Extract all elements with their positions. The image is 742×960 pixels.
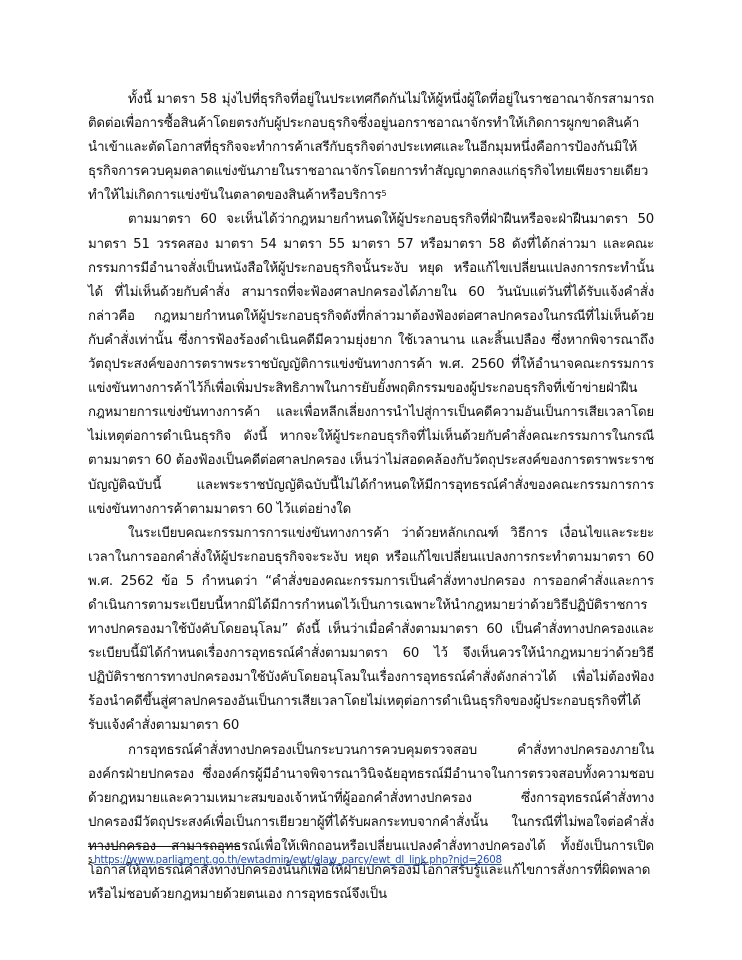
paragraph-1 [88,88,654,208]
footnote-divider [88,846,240,847]
paragraph-2: ตามมาตรา 60 จะเห็นได้ว่ากฎหมายกำหนดให้ผู้ประกอบธุรกิจที่ฝ่าฝืนหรือจะฝ่าฝืนมาตรา 50 มาตรา 51 วรรคสอง มาตรา 54 มาตรา 55 มาตรา 57 หรือมาตรา 58 ดังที่ได้กล่าวมา และคณะกรรมการมีอำนาจสั่งเป็นหนังสือให้ผู้ประกอบธุรกิจนั้นระงับ หยุด หรือแก้ไขเปลี่ยนแปลงการกระทำนั้นได้ ที่ไม่เห็นด้วยกับคำสั่ง สามารถที่จะฟ้องศาลปกครองได้ภายใน 60 วันนับแต่วันที่ได้รับแจ้งคำสั่ง กล่าวคือ กฎหมายกำหนดให้ผู้ประกอบธุรกิจดังที่กล่าวมาต้องฟ้องต่อศาลปกครองในกรณีที่ไม่เห็นด้วยกับคำสั่งเท่านั้น ซึ่งการฟ้องร้องดำเนินคดีมีความยุ่งยาก ใช้เวลานาน และสิ้นเปลือง ซึ่งหากพิจารณาถึงวัตถุประสงค์ของการตราพระราชบัญญัติการแข่งขันทางการค้า พ.ศ. 2560 ที่ให้อำนาจคณะกรรมการแข่งขันทางการค้าไว้ก็เพื่อเพิ่มประสิทธิภาพในการยับยั้งพฤติกรรมของผู้ประกอบธุรกิจที่เข้าข่ายฝ่าฝืนกฎหมายการแข่งขันทางการค้า และเพื่อหลีกเลี่ยงการนำไปสู่การเป็นคดีความอันเป็นการเสียเวลาโดยไม่เหตุต่อการดำเนินธุรกิจ ดังนี้ หากจะให้ผู้ประกอบธุรกิจที่ไม่เห็นด้วยกับคำสั่งคณะกรรมการในกรณีตามมาตรา 60 ต้องฟ้องเป็นคดีต่อศาลปกครอง เห็นว่าไม่สอดคล้องกับวัตถุประสงค์ของการตราพระราชบัญญัติฉบับนี้ และพระราชบัญญัติฉบับนี้ไม่ได้กำหนดให้มีการอุทธรณ์คำสั่งของคณะกรรมการการแข่งขันทางการค้าตามมาตรา 60 ไว้แต่อย่างใด [88,212,654,517]
body-text [88,88,654,907]
paragraph-1-text: ทั้งนี้ มาตรา 58 มุ่งไปที่ธุรกิจที่อยู่ในประเทศกีดกันไม่ให้ผู้หนึ่งผู้ใดที่อยู่ในราชอาณาจักรสามารถติดต่อเพื่อการซื้อสินค้าโดยตรงกับผู้ประกอบธุรกิจซึ่งอยู่นอกราชอาณาจักรทำให้เกิดการผูกขาดสินค้านำเข้าและตัดโอกาสที่ธุรกิจจะทำการค้าเสรีกับธุรกิจต่างประเทศและในอีกมุมหนึ่งคือการป้องกันมิให้ธุรกิจการควบคุมตลาดแข่งขันภายในราชอาณาจักรโดยการทำสัญญาตกลงแก่ธุรกิจไทยเพียงรายเดียว ทำให้ไม่เกิดการแข่งขันในตลาดของสินค้าหรือบริการ [88,92,654,204]
footnote-reference[interactable]: 5 [381,189,387,199]
footnote-link[interactable]: https://www.parliament.go.th/ewtadmin/ewt/elaw_parcy/ewt_dl_link.php?nid=2608 [94,855,502,866]
footnote-number: 5 [88,856,93,864]
paragraph-4: การอุทธรณ์คำสั่งทางปกครองเป็นกระบวนการควบคุมตรวจสอบ คำสั่งทางปกครองภายในองค์กรฝ่ายปกครอง ซึ่งองค์กรผู้มีอำนาจพิจารณาวินิจฉัยอุทธรณ์มีอำนาจในการตรวจสอบทั้งความชอบด้วยกฎหมายและความเหมาะสมของเจ้าหน้าที่ผู้ออกคำสั่งทางปกครอง ซึ่งการอุทธรณ์คำสั่งทางปกครองมีวัตถุประสงค์เพื่อเป็นการเยียวยาผู้ที่ได้รับผลกระทบจากคำสั่งนั้น ในกรณีที่ไม่พอใจต่อคำสั่งทางปกครอง สามารถอุทธรณ์เพื่อให้เพิกถอนหรือเปลี่ยนแปลงคำสั่งทางปกครองได้ ทั้งยังเป็นการเปิดโอกาสให้อุทธรณ์คำสั่งทางปกครองนั้นก็เพื่อให้ฝ่ายปกครองมีโอกาสรับรู้และแก้ไขการสั่งการที่ผิดพลาดหรือไม่ชอบด้วยกฎหมายด้วยตนเอง การอุทธรณ์จึงเป็น [88,742,654,903]
footnote [88,854,654,868]
paragraph-3: ในระเบียบคณะกรรมการการแข่งขันทางการค้า ว่าด้วยหลักเกณฑ์ วิธีการ เงื่อนไขและระยะเวลาในการออกคำสั่งให้ผู้ประกอบธุรกิจจะระงับ หยุด หรือแก้ไขเปลี่ยนแปลงการกระทำตามมาตรา 60 พ.ศ. 2562 ข้อ 5 กำหนดว่า “คำสั่งของคณะกรรมการเป็นคำสั่งทางปกครอง การออกคำสั่งและการดำเนินการตามระเบียบนี้หากมิได้มีการกำหนดไว้เป็นการเฉพาะให้นำกฎหมายว่าด้วยวิธีปฏิบัติราชการทางปกครองมาใช้บังคับโดยอนุโลม” ดังนี้ เห็นว่าเมื่อคำสั่งตามมาตรา 60 เป็นคำสั่งทางปกครองและระเบียบนี้มิได้กำหนดเรื่องการอุทธรณ์คำสั่งตามมาตรา 60 ไว้ จึงเห็นควรให้นำกฎหมายว่าด้วยวิธีปฏิบัติราชการทางปกครองมาใช้บังคับโดยอนุโลมในเรื่องการอุทธรณ์คำสั่งดังกล่าวได้ เพื่อไม่ต้องฟ้องร้องนำคดีขึ้นสู่ศาลปกครองอันเป็นการเสียเวลาโดยไม่เหตุต่อการดำเนินธุรกิจของผู้ประกอบธุรกิจที่ได้รับแจ้งคำสั่งตามมาตรา 60 [88,525,654,734]
